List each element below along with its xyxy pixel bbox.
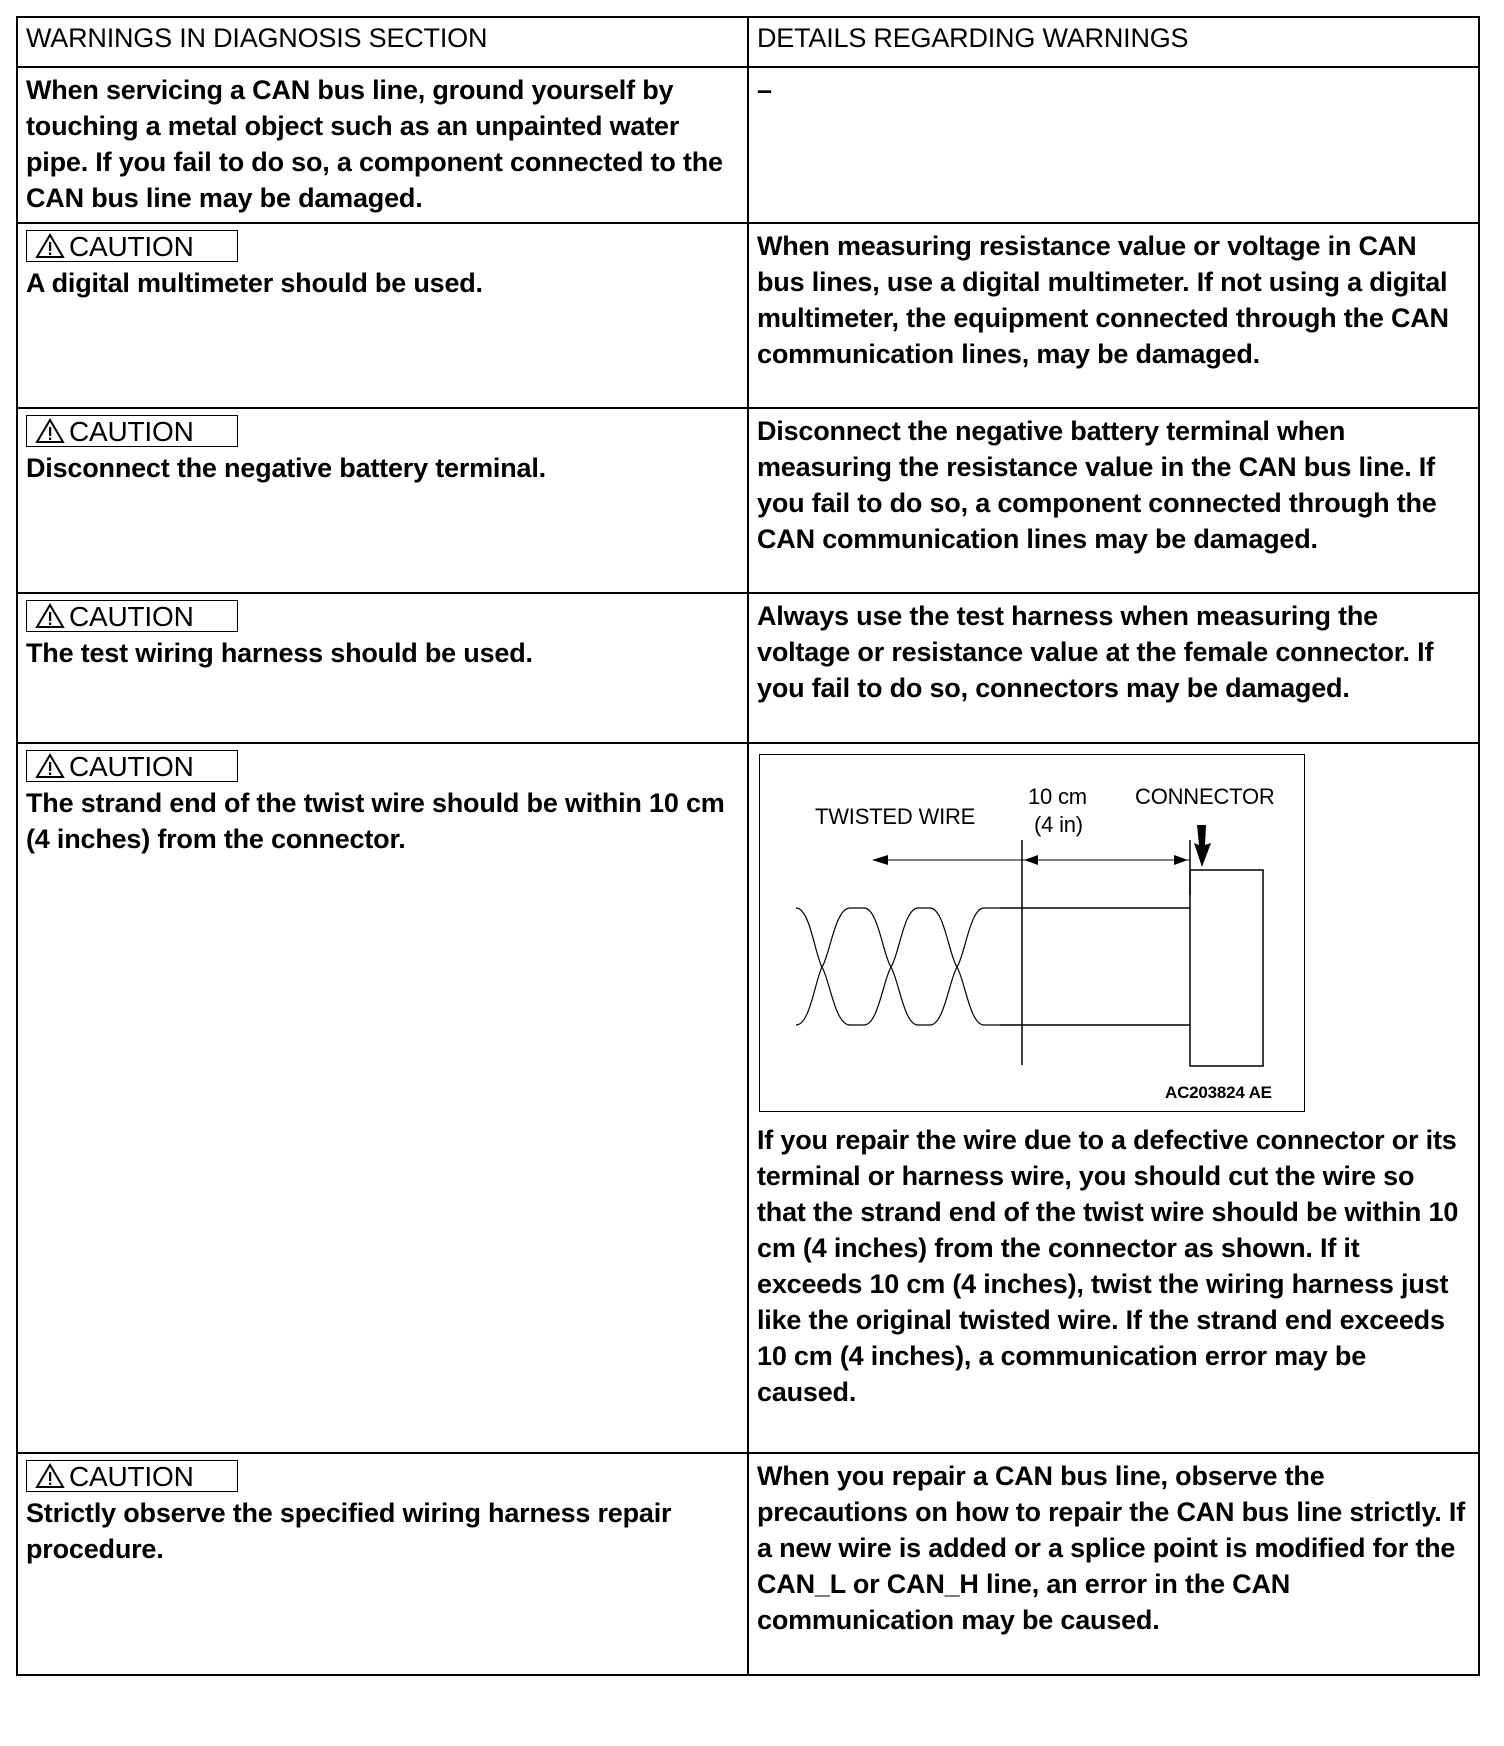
caution-label: CAUTION bbox=[69, 751, 194, 782]
warning-text: A digital multimeter should be used. bbox=[26, 268, 483, 298]
warning-text: The test wiring harness should be used. bbox=[26, 638, 533, 668]
connector-label: CONNECTOR bbox=[1135, 784, 1275, 809]
distance-in-label: (4 in) bbox=[1034, 812, 1083, 837]
details-cell bbox=[748, 593, 1479, 743]
caution-label: CAUTION bbox=[69, 1461, 194, 1492]
warning-text: Strictly observe the specified wiring harness repair procedure. bbox=[26, 1498, 672, 1564]
warning-cell bbox=[17, 1453, 748, 1675]
figure-id: AC203824 AE bbox=[1165, 1083, 1272, 1102]
warning-text: When servicing a CAN bus line, ground yourself by touching a metal object such as an unpainted water pipe. If you fail to do so, a component connected to the CAN bus line may be damaged. bbox=[26, 75, 723, 213]
warning-cell bbox=[17, 743, 748, 1453]
caution-label: CAUTION bbox=[69, 601, 194, 632]
details-cell bbox=[748, 223, 1479, 408]
header-details: DETAILS REGARDING WARNINGS bbox=[748, 17, 1479, 67]
caution-badge bbox=[26, 415, 238, 447]
warning-text: Disconnect the negative battery terminal. bbox=[26, 453, 546, 483]
details-text: Always use the test harness when measuring the voltage or resistance value at the female connector. If you fail to do so, connectors may be damaged. bbox=[757, 601, 1434, 703]
table-header-row bbox=[17, 17, 1479, 67]
details-cell bbox=[748, 743, 1479, 1453]
details-text: If you repair the wire due to a defective connector or its terminal or harness wire, you should cut the wire so that the strand end of the twist wire should be within 10 cm (4 inches) from the connector as shown. If it exceeds 10 cm (4 inches), twist the wiring harness just like the original twisted wire. If the strand end exceeds 10 cm (4 inches), a communication error may be caused. bbox=[757, 1125, 1459, 1407]
twisted-wire-figure bbox=[759, 754, 1305, 1112]
header-warnings: WARNINGS IN DIAGNOSIS SECTION bbox=[17, 17, 748, 67]
table-row bbox=[17, 1453, 1479, 1675]
details-text: When measuring resistance value or voltage in CAN bus lines, use a digital multimeter. If not using a digital multimeter, the equipment connected through the CAN communication lines, may be damaged. bbox=[757, 231, 1449, 369]
warning-triangle-icon bbox=[35, 753, 65, 779]
warning-triangle-icon bbox=[35, 603, 65, 629]
caution-badge bbox=[26, 750, 238, 782]
table-row bbox=[17, 67, 1479, 223]
details-cell bbox=[748, 67, 1479, 223]
warning-triangle-icon bbox=[35, 418, 65, 444]
warnings-table bbox=[16, 16, 1480, 1676]
table-row bbox=[17, 408, 1479, 593]
caution-label: CAUTION bbox=[69, 416, 194, 447]
caution-badge bbox=[26, 1460, 238, 1492]
details-text: When you repair a CAN bus line, observe the precautions on how to repair the CAN bus line strictly. If a new wire is added or a splice point is modified for the CAN_L or CAN_H line, an error in the CAN communication may be caused. bbox=[757, 1461, 1465, 1635]
caution-badge bbox=[26, 230, 238, 262]
table-row bbox=[17, 593, 1479, 743]
twisted-wire-label: TWISTED WIRE bbox=[815, 804, 976, 829]
details-text: – bbox=[757, 75, 772, 105]
details-cell bbox=[748, 408, 1479, 593]
distance-cm-label: 10 cm bbox=[1028, 784, 1087, 809]
table-row bbox=[17, 223, 1479, 408]
warning-cell bbox=[17, 223, 748, 408]
warning-text: The strand end of the twist wire should be within 10 cm (4 inches) from the connector. bbox=[26, 788, 725, 854]
warning-cell bbox=[17, 67, 748, 223]
table-row bbox=[17, 743, 1479, 1453]
details-cell bbox=[748, 1453, 1479, 1675]
warning-triangle-icon bbox=[35, 233, 65, 259]
warning-cell bbox=[17, 593, 748, 743]
caution-badge bbox=[26, 600, 238, 632]
caution-label: CAUTION bbox=[69, 231, 194, 262]
warning-triangle-icon bbox=[35, 1463, 65, 1489]
details-text: Disconnect the negative battery terminal when measuring the resistance value in the CAN bus line. If you fail to do so, a component connected through the CAN communication lines may be damaged. bbox=[757, 416, 1437, 554]
warning-cell bbox=[17, 408, 748, 593]
